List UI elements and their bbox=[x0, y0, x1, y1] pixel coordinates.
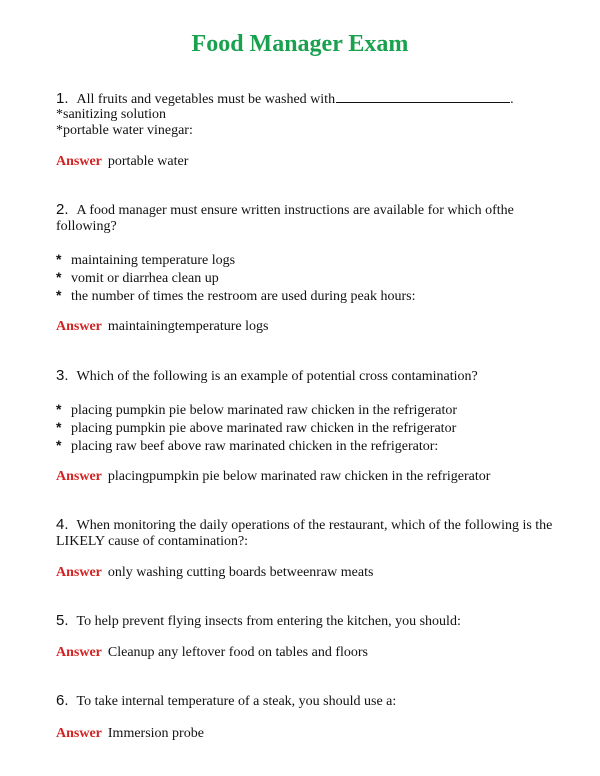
option-text: placing pumpkin pie below marinated raw chicken in the refrigerator bbox=[71, 403, 458, 418]
question-number: 4. bbox=[56, 516, 69, 533]
option-bullet bbox=[56, 419, 556, 437]
option-bullet bbox=[56, 401, 556, 419]
option-text: maintaining temperature logs bbox=[71, 253, 236, 268]
option-text: vomit or diarrhea clean up bbox=[71, 271, 219, 286]
bullet-star-icon: * bbox=[56, 251, 62, 267]
question-4 bbox=[56, 517, 556, 550]
question-6 bbox=[56, 693, 556, 710]
question-number: 6. bbox=[56, 692, 69, 709]
answer-line bbox=[56, 565, 576, 581]
answer-text: Cleanup any leftover food on tables and floors bbox=[107, 645, 368, 660]
bullet-star-icon: * bbox=[56, 401, 62, 417]
answer-label: Answer bbox=[56, 469, 102, 484]
question-2 bbox=[56, 202, 556, 235]
answer-label: Answer bbox=[56, 565, 102, 580]
bullet-star-icon: * bbox=[56, 287, 62, 303]
answer-blank bbox=[336, 90, 510, 103]
answer-label: Answer bbox=[56, 319, 102, 334]
answer-text: portable water bbox=[107, 154, 189, 169]
answer-text: only washing cutting boards betweenraw meats bbox=[107, 565, 374, 580]
option-bullet bbox=[56, 437, 556, 455]
page-title: Food Manager Exam bbox=[191, 31, 409, 57]
option-text: the number of times the restroom are used during peak hours: bbox=[71, 289, 416, 304]
question-number: 3. bbox=[56, 367, 69, 384]
option-line: *sanitizing solution bbox=[56, 107, 167, 122]
option-bullet bbox=[56, 269, 556, 287]
bullet-star-icon: * bbox=[56, 437, 62, 453]
question-text: When monitoring the daily operations of the restaurant, which of the following is the LIKELY cause of contamination?: bbox=[56, 518, 553, 549]
answer-text: maintainingtemperature logs bbox=[107, 319, 269, 334]
bullet-star-icon: * bbox=[56, 419, 62, 435]
bullet-star-icon: * bbox=[56, 269, 62, 285]
question-number: 1. bbox=[56, 90, 69, 107]
answer-line bbox=[56, 645, 576, 661]
question-text: A food manager must ensure written instructions are available for which ofthe following? bbox=[56, 203, 514, 234]
answer-line bbox=[56, 154, 576, 170]
option-bullet bbox=[56, 287, 556, 305]
question-number: 5. bbox=[56, 612, 69, 629]
option-bullet bbox=[56, 251, 556, 269]
question-1 bbox=[56, 90, 556, 108]
question-text: To help prevent flying insects from entering the kitchen, you should: bbox=[76, 614, 461, 629]
blank-suffix: . bbox=[510, 92, 514, 107]
answer-text: Immersion probe bbox=[107, 726, 204, 741]
answer-line bbox=[56, 319, 576, 335]
question-number: 2. bbox=[56, 201, 69, 218]
option-line: *portable water vinegar: bbox=[56, 123, 193, 138]
answer-text: placingpumpkin pie below marinated raw chicken in the refrigerator bbox=[107, 469, 491, 484]
option-text: placing raw beef above raw marinated chicken in the refrigerator: bbox=[71, 439, 439, 454]
answer-label: Answer bbox=[56, 726, 102, 741]
option-text: placing pumpkin pie above marinated raw chicken in the refrigerator bbox=[71, 421, 457, 436]
answer-line bbox=[56, 469, 576, 485]
question-text: To take internal temperature of a steak, you should use a: bbox=[76, 694, 397, 709]
answer-label: Answer bbox=[56, 645, 102, 660]
question-text: All fruits and vegetables must be washed with bbox=[76, 92, 336, 107]
answer-line bbox=[56, 726, 576, 742]
answer-label: Answer bbox=[56, 154, 102, 169]
question-text: Which of the following is an example of potential cross contamination? bbox=[76, 369, 478, 384]
question-5 bbox=[56, 613, 556, 630]
question-3 bbox=[56, 368, 556, 385]
